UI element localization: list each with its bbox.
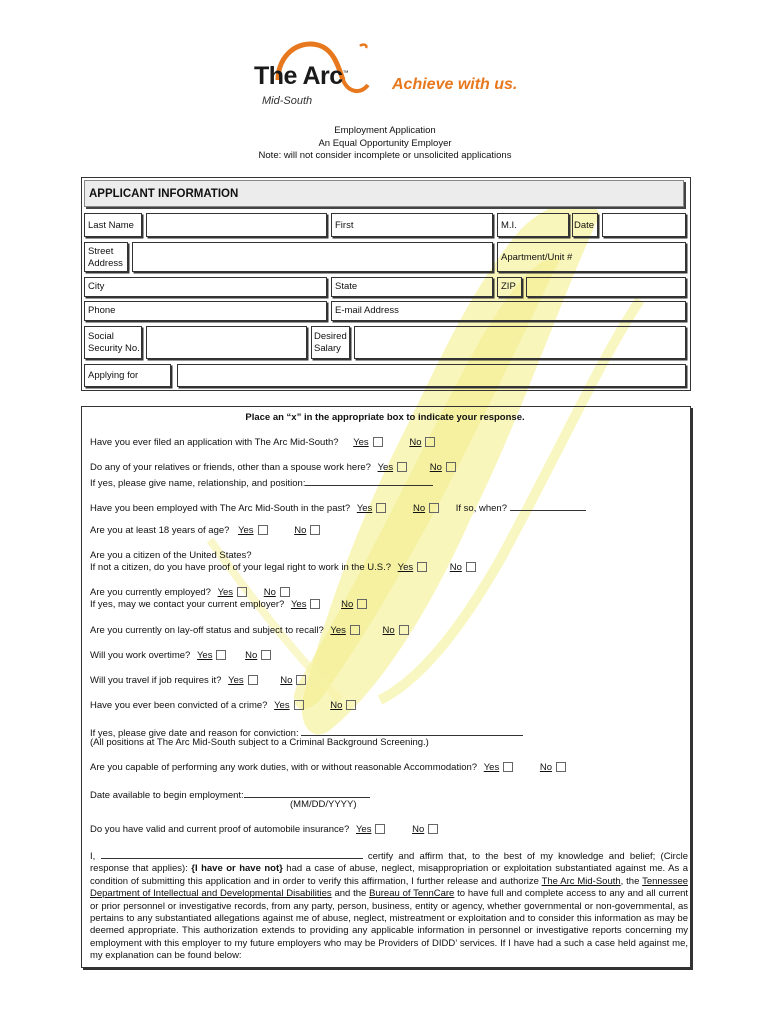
no-label: No [330, 700, 343, 711]
tagline: Achieve with us. [392, 76, 518, 93]
yes-label: Yes [356, 503, 373, 514]
date-field[interactable] [602, 213, 686, 237]
date-format-hint: (MM/DD/YYYY) [290, 799, 357, 810]
questions-instruction: Place an “x” in the appropriate box to indicate your response. [245, 412, 525, 423]
checkbox-no[interactable] [429, 503, 439, 513]
question-relatives [90, 462, 456, 475]
question-citizen: Are you a citizen of the United States? [90, 550, 252, 561]
checkbox-yes[interactable] [376, 503, 386, 513]
question-work-right [90, 562, 476, 575]
no-label: No [539, 762, 553, 773]
cert-name-blank[interactable] [101, 848, 363, 859]
if-so-when-label: If so, when? [455, 503, 507, 514]
applying-for-label: Applying for [88, 370, 139, 381]
yes-label: Yes [274, 700, 290, 711]
checkbox-yes[interactable] [350, 625, 360, 635]
question-auto-insurance [90, 824, 438, 837]
question-age [90, 525, 320, 538]
apartment-label: Apartment/Unit # [501, 252, 573, 263]
no-label: No [429, 462, 442, 473]
salary-label-line2: Salary [314, 343, 341, 354]
relatives-details-blank[interactable] [305, 475, 433, 486]
question-text: Have you ever been convicted of a crime? [90, 700, 268, 711]
city-label: City [88, 281, 105, 292]
no-label: No [409, 437, 422, 448]
checkbox-no[interactable] [261, 650, 271, 660]
checkbox-no[interactable] [556, 762, 566, 772]
checkbox-no[interactable] [280, 587, 290, 597]
cert-choice: {I have or have not} [191, 863, 283, 875]
zip-field[interactable] [526, 277, 686, 297]
checkbox-yes[interactable] [310, 599, 320, 609]
street-address-field[interactable] [132, 242, 493, 272]
cert-circle: (Circle response that applies): [90, 851, 688, 875]
cert-org-arc: The Arc Mid-South [541, 875, 621, 887]
no-label: No [245, 650, 258, 661]
conviction-details-blank[interactable] [301, 725, 523, 736]
checkbox-no[interactable] [346, 700, 356, 710]
question-text: Will you travel if job requires it? [90, 675, 222, 686]
question-filed-before [90, 437, 435, 450]
ssn-label-line2: Security No. [88, 343, 140, 354]
checkbox-yes[interactable] [237, 587, 247, 597]
question-text: Have you been employed with The Arc Mid-South in the past? [90, 503, 351, 514]
past-employment-when-blank[interactable] [510, 500, 586, 511]
checkbox-no[interactable] [425, 437, 435, 447]
form-subtitle: An Equal Opportunity Employer [318, 137, 452, 149]
ssn-label-line1: Social [88, 331, 114, 342]
cert-body-2: to have full and complete access to any and all current or prior personnel or investigative records, from any party, person, business, entity or agency, whether governmental or non-governmental, as pertains to any substantiated allegations against me of abuse, neglect, mistreatment or exploitation and to consider this information as may be deemed appropriate. This authorization extends to providing any applicable information in personnel or investigative reports concerning my employment with this employer to my future employers who may be Providers of DIDD’ services. If I have had a such a case held against me, my explanation can be found below: [90, 888, 689, 962]
yes-label: Yes [196, 650, 213, 661]
question-text: If yes, may we contact your current employer? [90, 599, 285, 610]
last-name-field[interactable] [146, 213, 327, 237]
cert-org-tenncare: Bureau of TennCare [369, 888, 455, 900]
no-label: No [412, 824, 425, 835]
desired-salary-field[interactable] [354, 326, 686, 359]
yes-label: Yes [238, 525, 254, 536]
question-text: Do any of your relatives or friends, other than a spouse work here? [90, 462, 371, 473]
no-label: No [341, 599, 354, 610]
cert-and: and the [334, 888, 367, 900]
checkbox-no[interactable] [357, 599, 367, 609]
city-field[interactable] [84, 277, 327, 297]
cert-i: I, [90, 851, 96, 862]
question-text: Have you ever filed an application with The Arc Mid-South? [90, 437, 339, 448]
checkbox-no[interactable] [466, 562, 476, 572]
question-text: If yes, please give date and reason for conviction: [90, 728, 299, 739]
question-overtime [90, 650, 271, 663]
no-label: No [294, 525, 307, 536]
yes-label: Yes [483, 762, 500, 773]
applicant-section-title: APPLICANT INFORMATION [84, 180, 684, 207]
question-text: Are you capable of performing any work duties, with or without reasonable Accommodation? [90, 762, 478, 773]
zip-label: ZIP [501, 281, 516, 292]
checkbox-yes[interactable] [248, 675, 258, 685]
last-name-label: Last Name [88, 220, 134, 231]
date-available-blank[interactable] [244, 787, 370, 798]
yes-label: Yes [330, 625, 346, 636]
question-relatives-details [90, 475, 433, 491]
no-label: No [280, 675, 293, 686]
yes-label: Yes [355, 824, 372, 835]
street-label-line1: Street [88, 246, 114, 257]
question-convicted [90, 700, 356, 713]
ssn-field[interactable] [146, 326, 307, 359]
yes-label: Yes [217, 587, 234, 598]
mi-label: M.I. [501, 220, 517, 231]
question-text: Do you have valid and current proof of automobile insurance? [90, 824, 350, 835]
yes-label: Yes [290, 599, 307, 610]
first-name-label: First [335, 220, 354, 231]
checkbox-yes[interactable] [294, 700, 304, 710]
checkbox-yes[interactable] [503, 762, 513, 772]
checkbox-no[interactable] [446, 462, 456, 472]
no-label: No [263, 587, 276, 598]
question-layoff [90, 625, 409, 638]
question-text: Are you currently employed? [90, 587, 211, 598]
logo-trademark: ™ [342, 70, 349, 77]
form-note: Note: will not consider incomplete or unsolicited applications [258, 150, 512, 161]
yes-label: Yes [228, 675, 244, 686]
question-currently-employed [90, 587, 290, 600]
yes-label: Yes [377, 462, 394, 473]
checkbox-no[interactable] [428, 824, 438, 834]
yes-label: Yes [353, 437, 369, 448]
logo-region: Mid-South [262, 95, 313, 107]
cert-org-didd: Tennessee Department of Intellectual and Developmental Disabilities [90, 875, 689, 900]
email-label: E-mail Address [335, 305, 399, 316]
question-travel [90, 675, 306, 688]
question-text: Date available to begin employment: [90, 790, 244, 801]
form-title: Employment Application [334, 125, 436, 136]
cert-certify: certify and affirm that, to the best of my knowledge and belief; [367, 851, 656, 862]
applying-for-field[interactable] [177, 364, 686, 387]
no-label: No [382, 625, 395, 636]
question-text: Will you work overtime? [90, 650, 191, 661]
question-employed-past [90, 500, 586, 516]
question-text: If not a citizen, do you have proof of your legal right to work in the U.S.? [90, 562, 391, 573]
salary-label-line1: Desired [314, 331, 347, 342]
street-label-line2: Address [88, 258, 123, 269]
checkbox-yes[interactable] [258, 525, 268, 535]
yes-label: Yes [397, 562, 414, 573]
checkbox-yes[interactable] [375, 824, 385, 834]
date-label: Date [574, 220, 595, 231]
no-label: No [449, 562, 462, 573]
cert-comma: , the [620, 875, 640, 887]
question-text: Are you at least 18 years of age? [90, 525, 230, 536]
checkbox-no[interactable] [310, 525, 320, 535]
question-text: If yes, please give name, relationship, and position: [90, 478, 306, 489]
logo-wordmark [254, 62, 348, 91]
logo-brand: The Arc [254, 62, 343, 90]
background-screening-note: (All positions at The Arc Mid-South subject to a Criminal Background Screening.) [90, 737, 429, 748]
form-header [0, 125, 770, 163]
question-capable [90, 762, 566, 775]
first-name-field[interactable] [331, 213, 493, 237]
question-text: Are you currently on lay-off status and subject to recall? [90, 625, 324, 636]
phone-field[interactable] [84, 301, 327, 321]
phone-label: Phone [88, 305, 116, 316]
cert-body-1: had a case of abuse, neglect, misappropriation or exploitation substantiated against me. As a condition of submitting this application and in order to verify this affirmation, I further release and authorize [90, 863, 688, 887]
state-label: State [335, 281, 358, 292]
certification-paragraph [90, 848, 688, 963]
checkbox-no[interactable] [399, 625, 409, 635]
checkbox-no[interactable] [296, 675, 306, 685]
no-label: No [412, 503, 426, 514]
checkbox-yes[interactable] [216, 650, 226, 660]
checkbox-yes[interactable] [397, 462, 407, 472]
checkbox-yes[interactable] [417, 562, 427, 572]
question-contact-employer [90, 599, 367, 612]
checkbox-yes[interactable] [373, 437, 383, 447]
